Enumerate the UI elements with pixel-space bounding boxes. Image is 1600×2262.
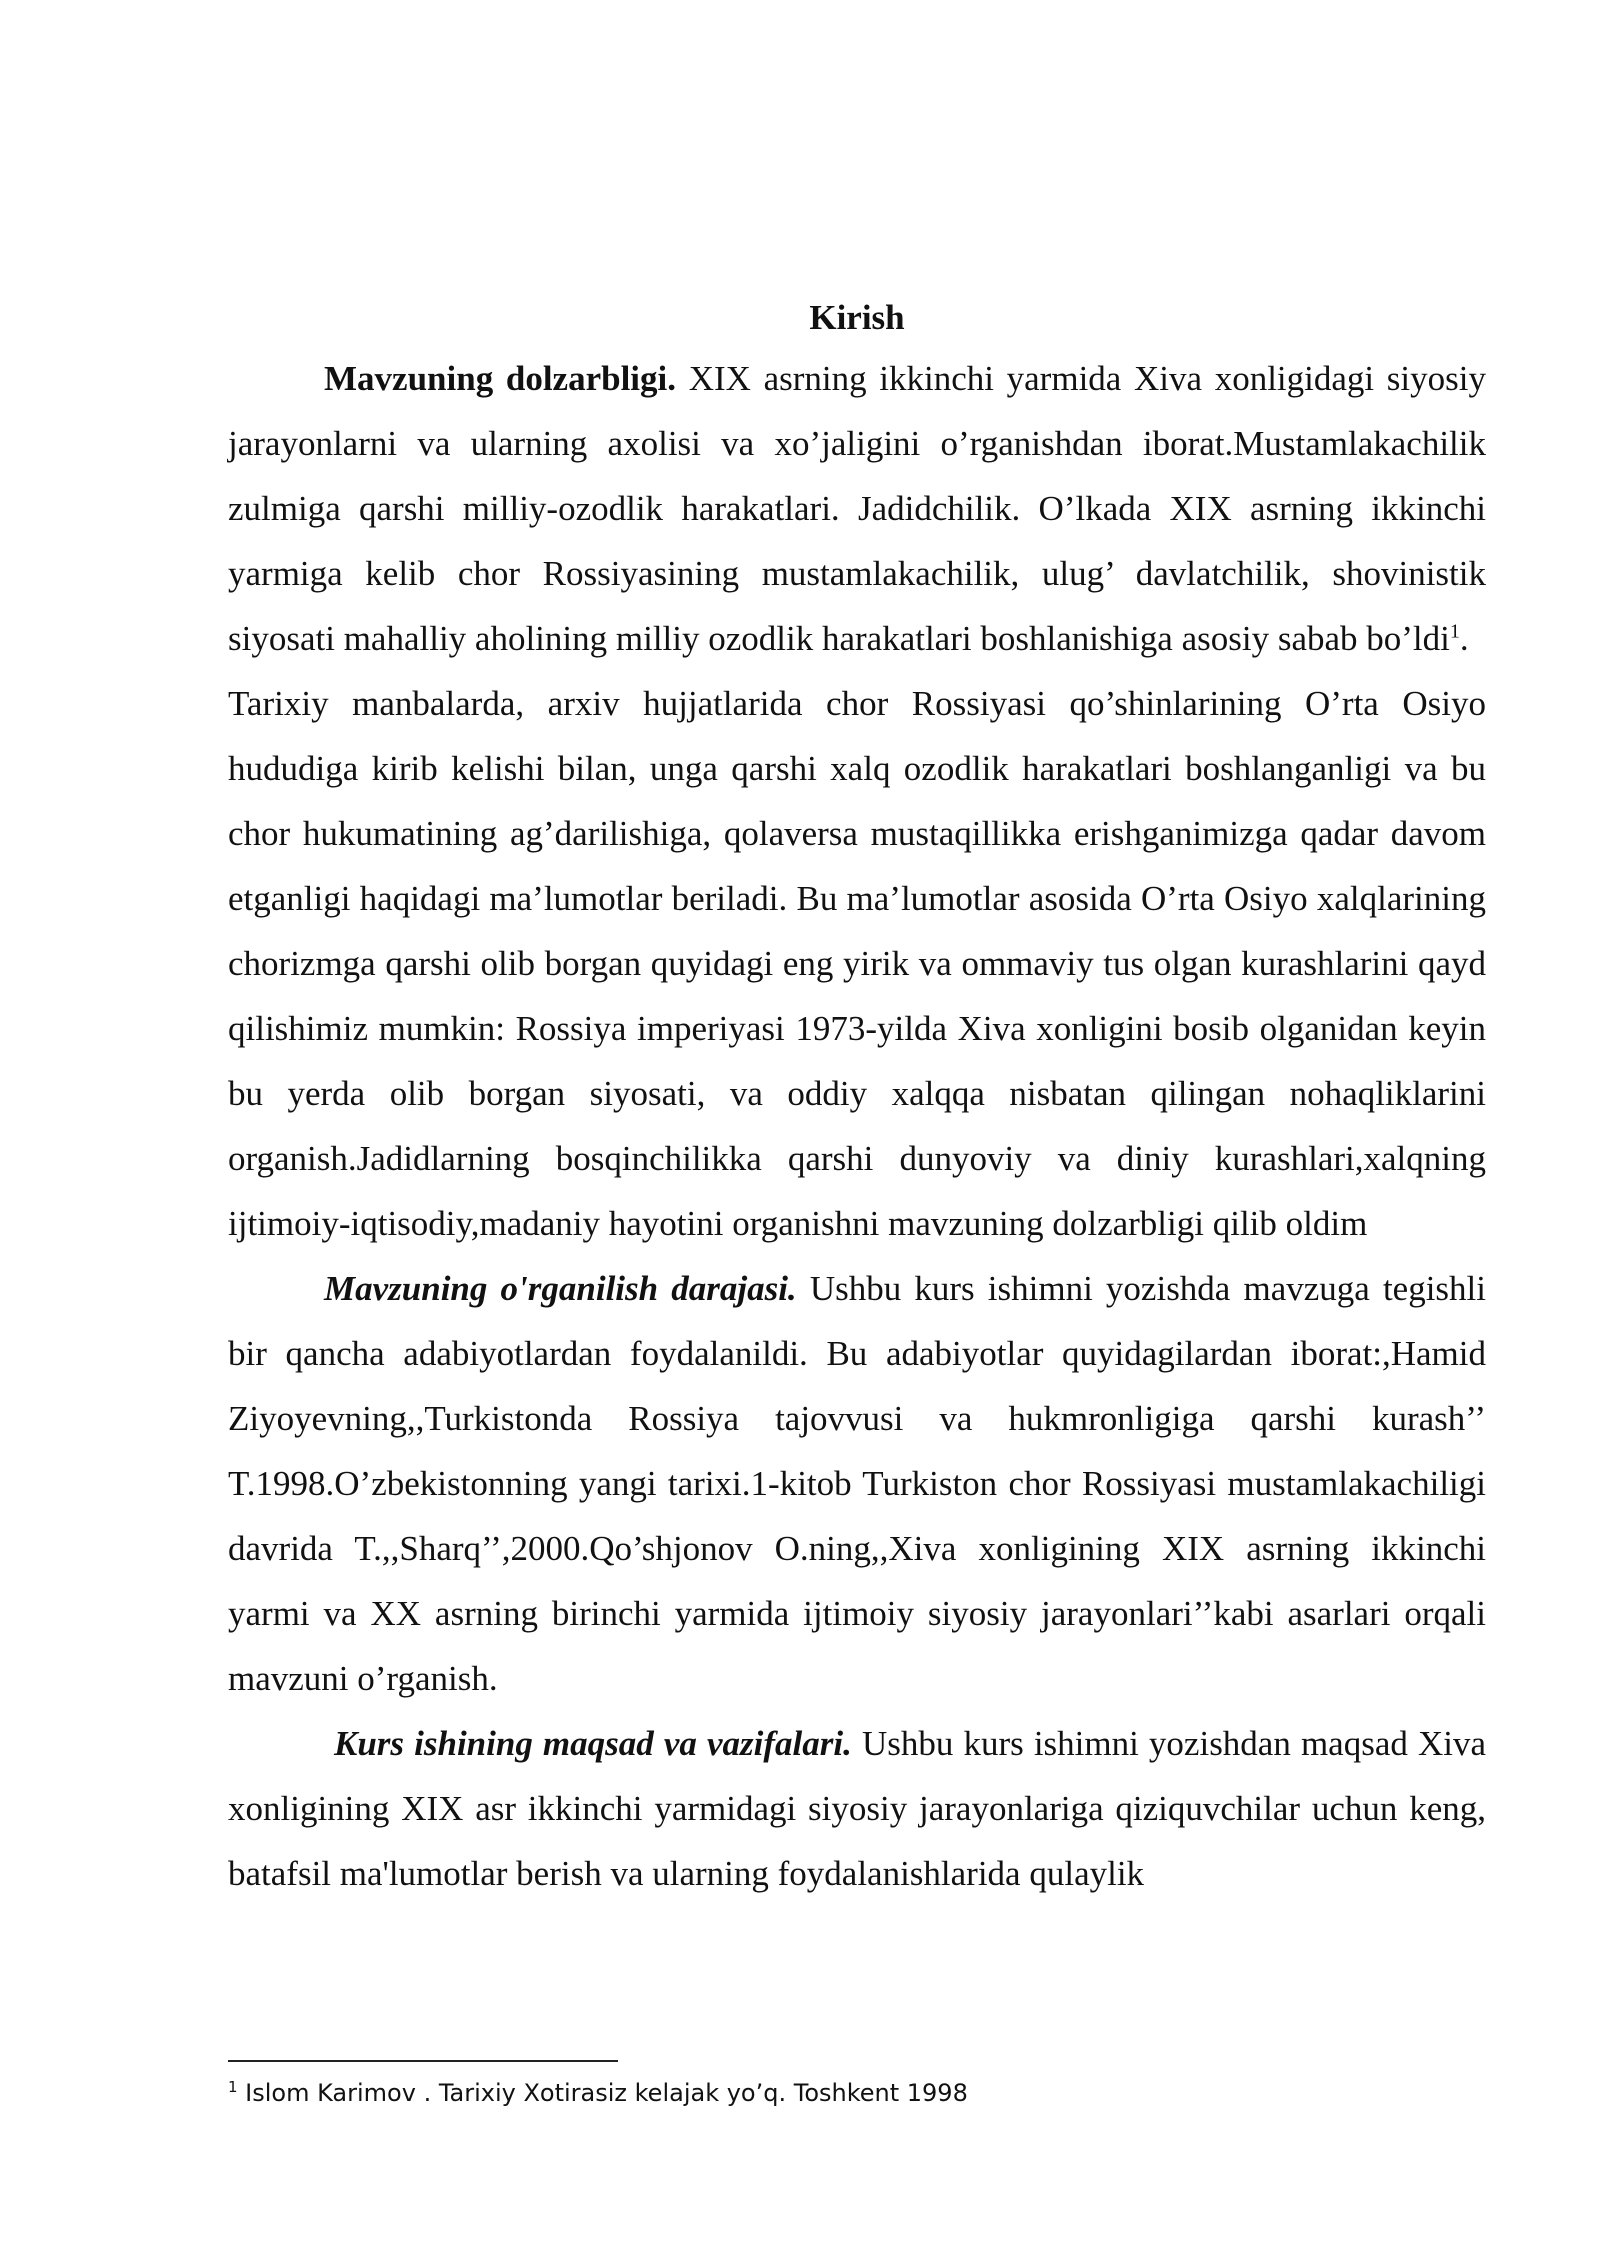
paragraph-goals <box>228 1711 1486 1906</box>
paragraph-study-level <box>228 1256 1486 1711</box>
footnote-separator <box>228 2060 618 2062</box>
footnote <box>228 2076 1428 2110</box>
footnote-text: Islom Karimov . Tarixiy Xotirasiz kelajak yo’q. Toshkent 1998 <box>237 2079 968 2107</box>
paragraph-text: XIX asrning ikkinchi yarmida Xiva xonligidagi siyosiy jarayonlarni va ularning axolisi va xo’jaligini o’rganishdan iborat.Mustamlakachilik zulmiga qarshi milliy-ozodlik harakatlari. Jadidchilik. O’lkada XIX asrning ikkinchi yarmiga kelib chor Rossiyasining mustamlakachilik, ulug’ davlatchilik, shovinistik siyosati mahalliy aholining milliy ozodlik harakatlari boshlanishiga asosiy sabab bo’ldi <box>228 359 1486 658</box>
paragraph-lead: Mavzuning o'rganilish darajasi. <box>324 1269 797 1308</box>
paragraph-text: Ushbu kurs ishimni yozishdan maqsad Xiva xonligining XIX asr ikkinchi yarmidagi siyosiy jarayonlariga qiziquvchilar uchun keng, batafsil ma'lumotlar berish va ularning foydalanishlarida qulaylik <box>228 1724 1486 1893</box>
paragraph-lead: Mavzuning dolzarbligi. <box>324 359 677 398</box>
paragraph-relevance <box>228 346 1486 671</box>
paragraph-text: Ushbu kurs ishimni yozishda mavzuga tegishli bir qancha adabiyotlardan foydalanildi. Bu adabiyotlar quyidagilardan iborat:,Hamid Ziyoyevning,,Turkistonda Rossiya tajovvusi va hukmronligiga qarshi kurash’’ T.1998.O’zbekistonning yangi tarixi.1-kitob Turkiston chor Rossiyasi mustamlakachiligi davrida T.,,Sharq’’,2000.Qo’shjonov O.ning,,Xiva xonligining XIX asrning ikkinchi yarmi va XX asrning birinchi yarmida ijtimoiy siyosiy jarayonlari’’kabi asarlari orqali mavzuni o’rganish. <box>228 1269 1487 1698</box>
document-body <box>228 290 1486 1906</box>
paragraph-sources: Tarixiy manbalarda, arxiv hujjatlarida chor Rossiyasi qo’shinlarining O’rta Osiyo hududiga kirib kelishi bilan, unga qarshi xalq ozodlik harakatlari boshlanganligi va bu chor hukumatining ag’darilishiga, qolaversa mustaqillikka erishganimizga qadar davom etganligi haqidagi ma’lumotlar beriladi. Bu ma’lumotlar asosida O’rta Osiyo xalqlarining chorizmga qarshi olib borgan quyidagi eng yirik va ommaviy tus olgan kurashlarini qayd qilishimiz mumkin: Rossiya imperiyasi 1973-yilda Xiva xonligini bosib olganidan keyin bu yerda olib borgan siyosati, va oddiy xalqqa nisbatan qilingan nohaqliklarini organish.Jadidlarning bosqinchilikka qarshi dunyoviy va diniy kurashlari,xalqning ijtimoiy-iqtisodiy,madaniy hayotini organishni mavzuning dolzarbligi qilib oldim <box>228 684 1486 1243</box>
paragraph-end: . <box>1459 619 1469 658</box>
footnote-marker[interactable]: 1 <box>1449 620 1460 643</box>
page-title: Kirish <box>809 298 905 337</box>
footnote-number: 1 <box>228 2078 238 2096</box>
paragraph-lead: Kurs ishining maqsad va vazifalari. <box>334 1724 852 1763</box>
